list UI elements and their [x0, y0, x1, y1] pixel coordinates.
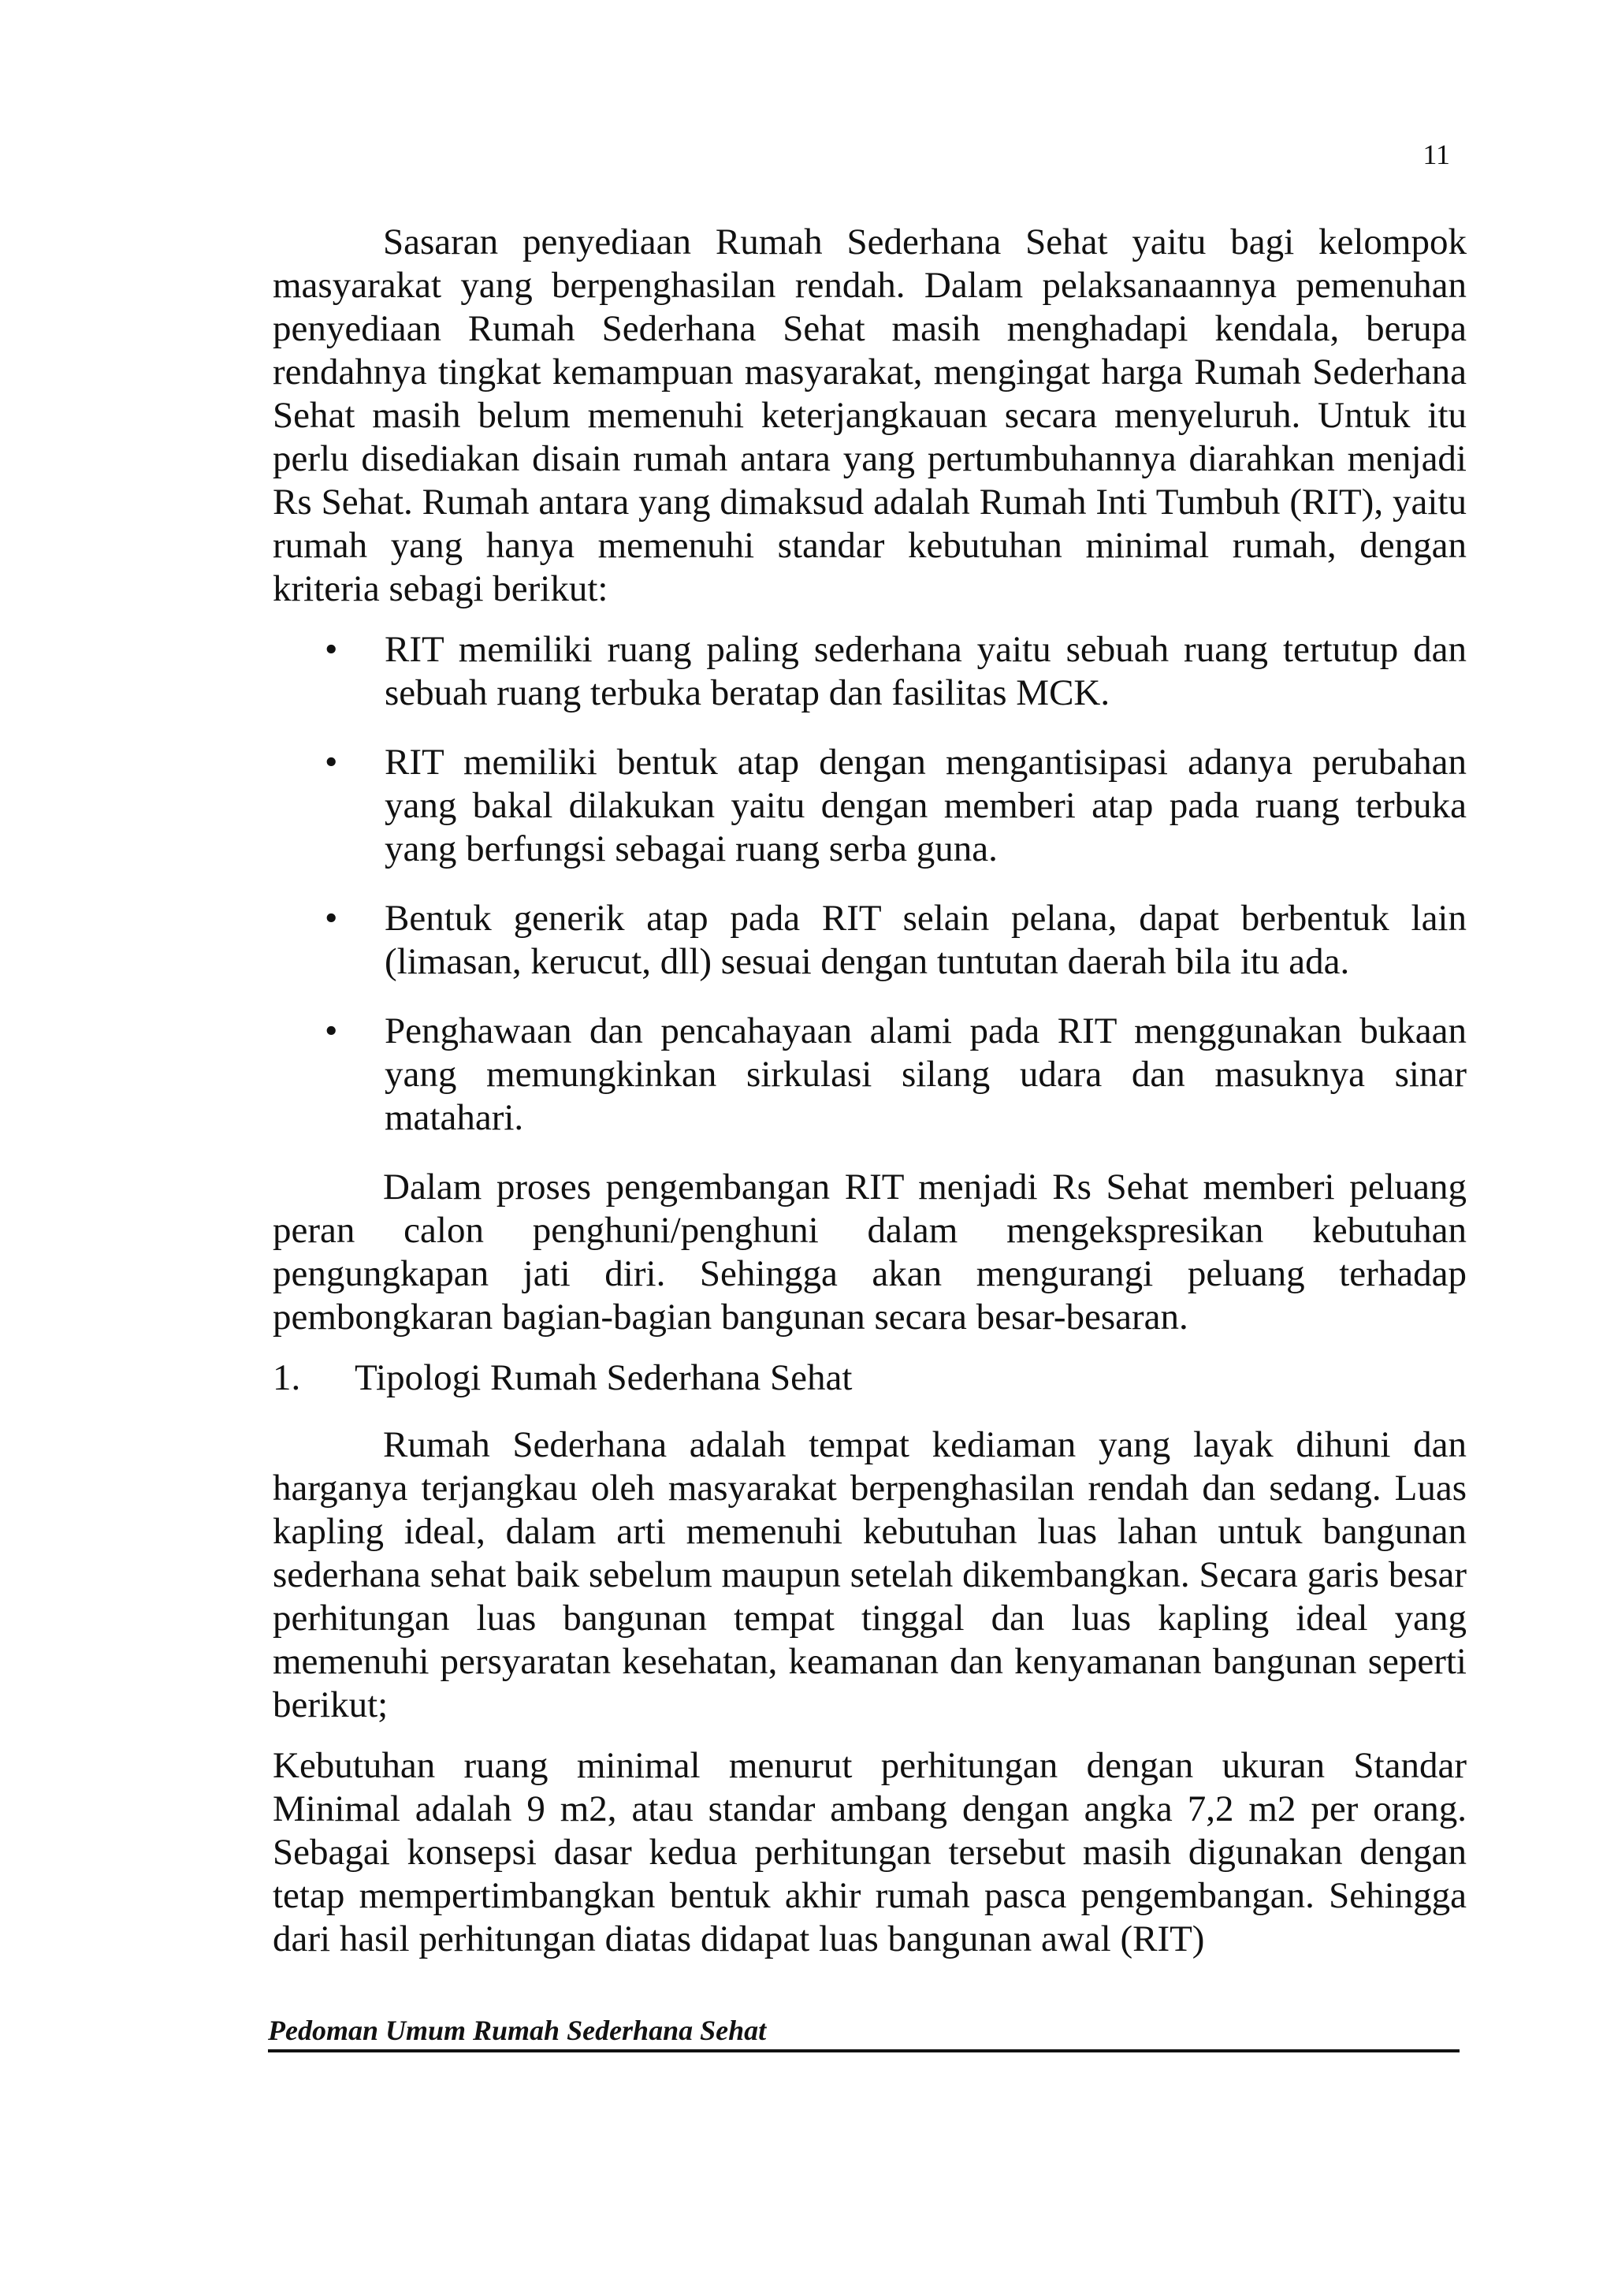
document-body — [273, 221, 1467, 1978]
intro-paragraph: Sasaran penyediaan Rumah Sederhana Sehat yaitu bagi kelompok masyarakat yang berpenghasilan rendah. Dalam pelaksanaannya pemenuhan penyediaan Rumah Sederhana Sehat masih menghadapi kendala, berupa rendahnya tingkat kemampuan masyarakat, mengingat harga Rumah Sederhana Sehat masih belum memenuhi keterjangkauan secara menyeluruh. Untuk itu perlu disediakan disain rumah antara yang pertumbuhannya diarahkan menjadi Rs Sehat. Rumah antara yang dimaksud adalah Rumah Inti Tumbuh (RIT), yaitu rumah yang hanya memenuhi standar kebutuhan minimal rumah, dengan kriteria sebagi berikut: — [273, 221, 1467, 609]
page-number: 11 — [1422, 139, 1450, 170]
list-item-text: Penghawaan dan pencahayaan alami pada RIT menggunakan bukaan yang memungkinkan sirkulasi silang udara dan masuknya sinar matahari. — [385, 1010, 1467, 1138]
development-paragraph: Dalam proses pengembangan RIT menjadi Rs Sehat memberi peluang peran calon penghuni/penghuni dalam mengekspresikan kebutuhan pengungkapan jati diri. Sehingga akan mengurangi peluang terhadap pembongkaran bagian-bagian bangunan secara besar-besaran. — [273, 1167, 1467, 1338]
list-item-text: Bentuk generik atap pada RIT selain pelana, dapat berbentuk lain (limasan, kerucut, dll) sesuai dengan tuntutan daerah bila itu ada. — [385, 898, 1467, 982]
bullet-icon: • — [325, 1010, 338, 1051]
list-item — [273, 897, 1467, 984]
footer-title: Pedoman Umum Rumah Sederhana Sehat — [268, 2015, 767, 2046]
space-requirement-paragraph: Kebutuhan ruang minimal menurut perhitungan dengan ukuran Standar Minimal adalah 9 m2, atau standar ambang dengan angka 7,2 m2 per orang. Sebagai konsepsi dasar kedua perhitungan tersebut masih digunakan dengan tetap mempertimbangkan bentuk akhir rumah pasca pengembangan. Sehingga dari hasil perhitungan diatas didapat luas bangunan awal (RIT) — [273, 1745, 1467, 1959]
criteria-list — [273, 628, 1467, 1140]
section-heading — [273, 1356, 1467, 1400]
list-item — [273, 628, 1467, 715]
section-number: 1. — [273, 1357, 301, 1398]
section-title: Tipologi Rumah Sederhana Sehat — [355, 1357, 853, 1398]
list-item — [273, 1010, 1467, 1140]
list-item — [273, 741, 1467, 871]
list-item-text: RIT memiliki bentuk atap dengan mengantisipasi adanya perubahan yang bakal dilakukan yaitu dengan memberi atap pada ruang terbuka yang berfungsi sebagai ruang serba guna. — [385, 742, 1467, 869]
page-footer — [268, 2015, 1460, 2052]
typology-paragraph: Rumah Sederhana adalah tempat kediaman yang layak dihuni dan harganya terjangkau oleh masyarakat berpenghasilan rendah dan sedang. Luas kapling ideal, dalam arti memenuhi kebutuhan luas lahan untuk bangunan sederhana sehat baik sebelum maupun setelah dikembangkan. Secara garis besar perhitungan luas bangunan tempat tinggal dan luas kapling ideal yang memenuhi persyaratan kesehatan, keamanan dan kenyamanan bangunan seperti berikut; — [273, 1424, 1467, 1725]
bullet-icon: • — [325, 742, 338, 783]
list-item-text: RIT memiliki ruang paling sederhana yaitu sebuah ruang tertutup dan sebuah ruang terbuka beratap dan fasilitas MCK. — [385, 629, 1467, 713]
bullet-icon: • — [325, 898, 338, 939]
bullet-icon: • — [325, 629, 338, 670]
